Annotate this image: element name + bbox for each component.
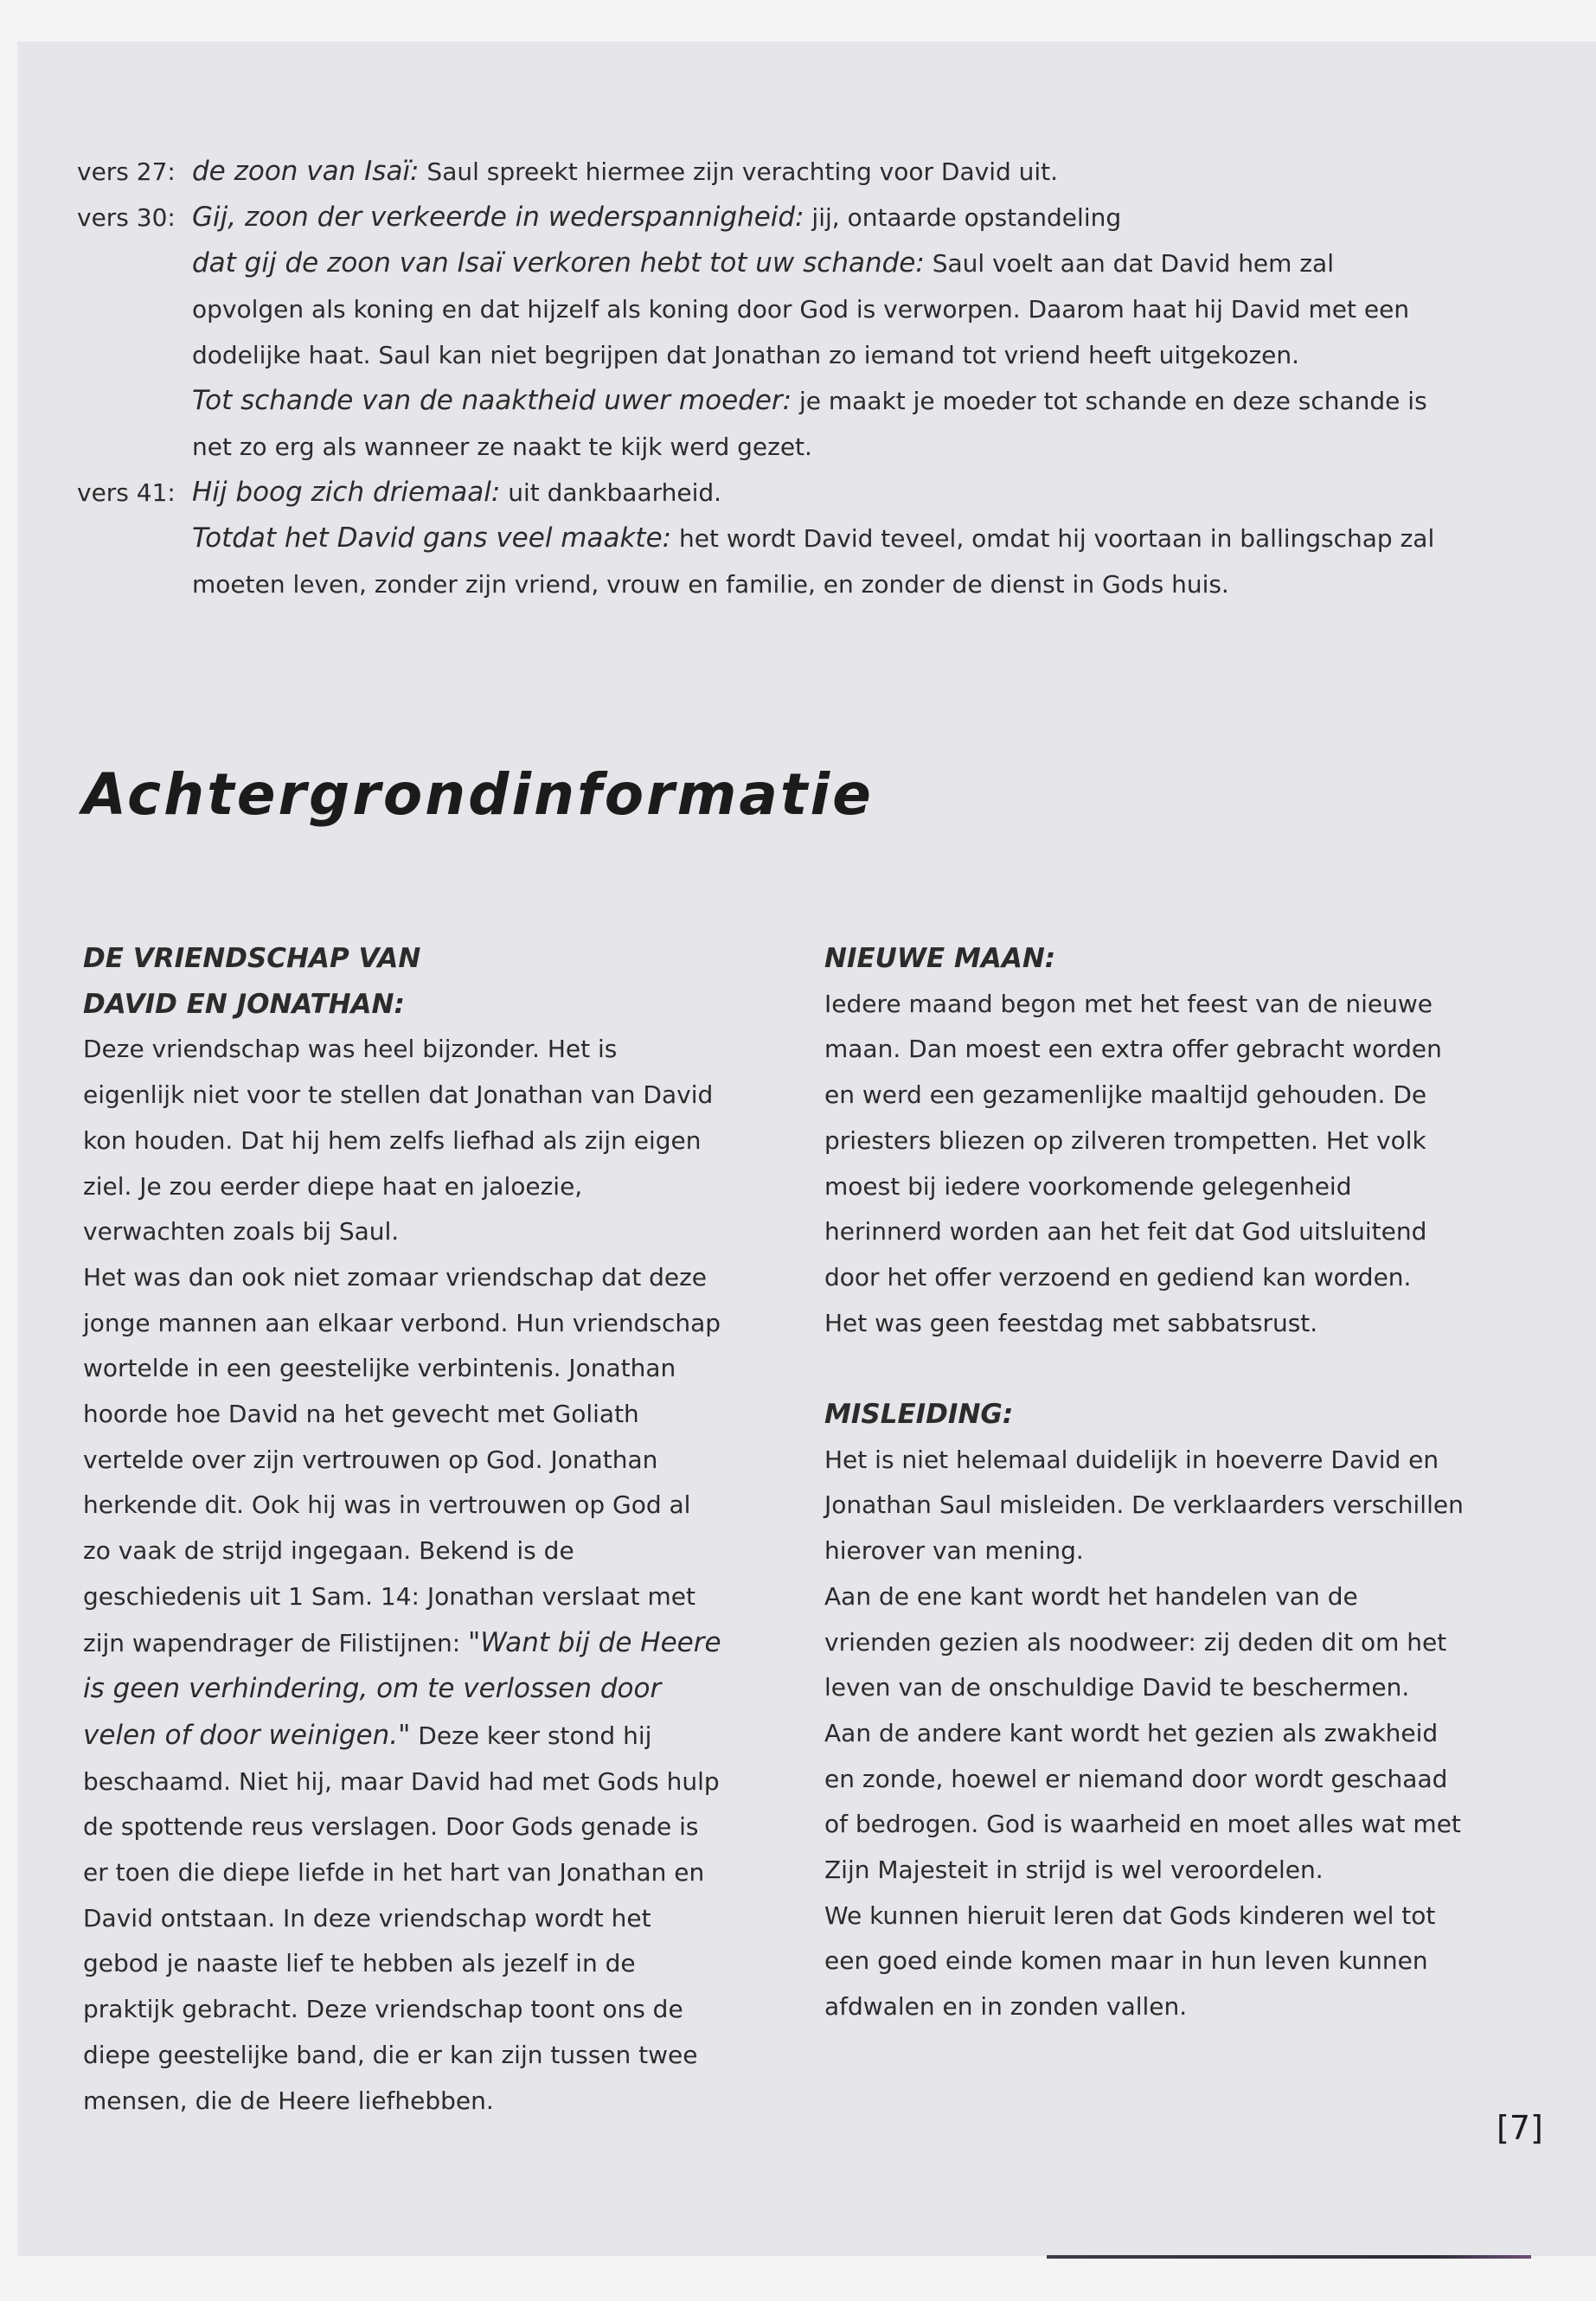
verse-explanation: uit dankbaarheid. — [500, 478, 722, 507]
page-number: [7] — [1497, 2109, 1543, 2147]
verse-note — [192, 378, 1446, 470]
verse-27 — [77, 149, 1461, 195]
verse-number: vers 41: — [77, 478, 176, 507]
scripture-quote: "Want bij de Heere is geen verhindering, om te verlossen door velen of door weinigen." — [83, 1626, 721, 1751]
deception-paragraph-4: We kunnen hieruit leren dat Gods kinderen wel tot een goed einde komen maar in hun leven kunnen afdwalen en in zonden vallen. — [824, 1900, 1436, 2022]
friendship-paragraph-1: Deze vriendschap was heel bijzonder. Het is eigenlijk niet voor te stellen dat Jonathan van David kon houden. Dat hij hem zelfs liefhad als zijn eigen ziel. Je zou eerder diepe haat en jaloezie, verwachten zoals bij Saul. — [83, 1035, 714, 1247]
verse-41 — [77, 470, 1461, 607]
friendship-paragraph-2: Het was dan ook niet zomaar vriendschap dat deze jonge mannen aan elkaar verbond. Hun vriendschap wortelde in een geestelijke verbintenis. Jonathan hoorde hoe David na het gevecht met Goliath vertelde over zijn vertrouwen op God. Jonathan herkende dit. Ook hij was in vertrouwen op God al zo vaak de strijd ingegaan. Bekend is de geschiedenis uit 1 Sam. 14: Jonathan verslaat met zijn wapendrager de Filistijnen: "Want bij de Heere is geen verhindering, om te verlossen door velen of door weinigen." Deze keer stond hij beschaamd. Niet hij, maar David had met Gods hulp de spottende reus verslagen. Door Gods genade is er toen die diepe liefde in het hart van Jonathan en David ontstaan. In deze vriendschap wordt het gebod je naaste lief te hebben als jezelf in de praktijk gebracht. Deze vriendschap toont ons de diepe geestelijke band, die er kan zijn tussen twee mensen, die de Heere liefhebben. — [83, 1262, 721, 2115]
deception-paragraph-2: Aan de ene kant wordt het handelen van de vrienden gezien als noodweer: zij deden dit om het leven van de onschuldige David te beschermen. — [824, 1581, 1447, 1702]
verse-explanation: Saul voelt aan dat David hem zal opvolgen als koning en dat hijzelf als koning door God is verworpen. Daarom haat hij David met een dodelijke haat. Saul kan niet begrijpen dat Jonathan zo iemand tot vriend heeft uitgekozen. — [192, 249, 1410, 369]
verse-term: Totdat het David gans veel maakte: — [192, 522, 672, 554]
verse-term: Tot schande van de naaktheid uwer moeder: — [192, 385, 792, 416]
new-moon-paragraph-2: Het was geen feestdag met sabbatsrust. — [824, 1308, 1318, 1337]
verse-term: Hij boog zich driemaal: — [192, 477, 501, 508]
verse-term: Gij, zoon der verkeerde in wederspannigheid: — [192, 202, 804, 233]
section-heading: Achtergrondinformatie — [82, 761, 874, 828]
verse-notes — [77, 149, 1461, 607]
verse-note — [192, 149, 1446, 195]
verse-note — [192, 516, 1446, 607]
verse-note — [192, 240, 1446, 378]
verse-explanation: Saul spreekt hiermee zijn verachting voor David uit. — [419, 157, 1059, 186]
verse-30 — [77, 195, 1461, 470]
verse-explanation: jij, ontaarde opstandeling — [804, 203, 1122, 232]
friendship-title-line2: DAVID EN JONATHAN: — [83, 988, 405, 1020]
verse-number: vers 30: — [77, 203, 176, 232]
deception-paragraph-1: Het is niet helemaal duidelijk in hoeverre David en Jonathan Saul misleiden. De verklaarders verschillen hierover van mening. — [824, 1445, 1464, 1566]
right-column — [824, 936, 1465, 2030]
bottom-rule — [1047, 2255, 1531, 2259]
new-moon-title: NIEUWE MAAN: — [824, 943, 1056, 974]
verse-number: vers 27: — [77, 157, 176, 186]
left-column — [83, 936, 723, 2124]
new-moon-paragraph-1: Iedere maand begon met het feest van de nieuwe maan. Dan moest een extra offer gebracht worden en werd een gezamenlijke maaltijd gehouden. De priesters bliezen op zilveren trompetten. Het volk moest bij iedere voorkomende gelegenheid herinnerd worden aan het feit dat God uitsluitend door het offer verzoend en gediend kan worden. — [824, 989, 1442, 1292]
deception-paragraph-3: Aan de andere kant wordt het gezien als zwakheid en zonde, hoewel er niemand door wordt geschaad of bedrogen. God is waarheid en moet alles wat met Zijn Majesteit in strijd is wel veroordelen. — [824, 1718, 1461, 1885]
verse-explanation: je maakt je moeder tot schande en deze schande is net zo erg als wanneer ze naakt te kijk werd gezet. — [192, 387, 1427, 461]
verse-explanation: het wordt David teveel, omdat hij voortaan in ballingschap zal moeten leven, zonder zijn vriend, vrouw en familie, en zonder de dienst in Gods huis. — [192, 524, 1435, 599]
friendship-title-line1: DE VRIENDSCHAP VAN — [83, 943, 421, 974]
deception-title: MISLEIDING: — [824, 1399, 1014, 1431]
verse-note — [192, 195, 1446, 240]
friendship-title — [83, 936, 723, 1027]
verse-term: dat gij de zoon van Isaï verkoren hebt tot uw schande: — [192, 247, 925, 279]
verse-term: de zoon van Isaï: — [192, 156, 420, 187]
verse-note — [192, 470, 1446, 516]
